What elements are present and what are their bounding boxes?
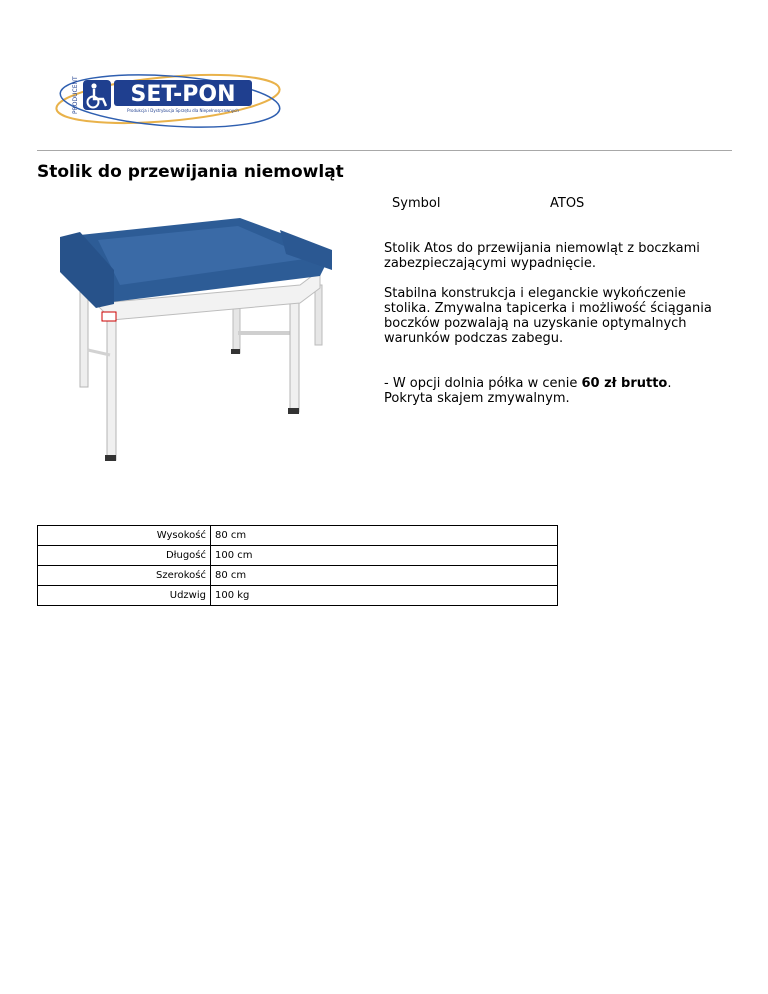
description-paragraph: Stabilna konstrukcja i eleganckie wykończenie stolika. Zmywalna tapicerka i możliwość ściągania boczków pozwalają na uzyskanie optymalnych warunków podczas zabegu.: [384, 286, 712, 346]
description-paragraph: Stolik Atos do przewijania niemowląt z boczkami zabezpieczającymi wypadnięcie.: [384, 241, 700, 271]
product-description: [384, 241, 714, 421]
logo-brand: SET-PON: [130, 82, 236, 107]
page-title: Stolik do przewijania niemowląt: [37, 162, 344, 182]
spec-value: 100 kg: [211, 586, 558, 606]
option-note-text: . Pokryta skajem zmywalnym.: [384, 376, 672, 406]
spec-label: Udzwig: [38, 586, 211, 606]
table-row: [38, 526, 558, 546]
spec-label: Długość: [38, 546, 211, 566]
wheelchair-icon: [83, 80, 111, 110]
spec-label: Wysokość: [38, 526, 211, 546]
spec-value: 100 cm: [211, 546, 558, 566]
spec-label: Szerokość: [38, 566, 211, 586]
table-row: [38, 566, 558, 586]
logo-tagline: Produkcja i Dystrybucja Sprzętu dla Niepełnosprawnych: [127, 108, 239, 113]
spec-value: 80 cm: [211, 566, 558, 586]
symbol-value: ATOS: [550, 196, 585, 211]
logo-side-text: PRODUCENT: [72, 76, 79, 114]
option-note: [384, 376, 714, 406]
spec-value: 80 cm: [211, 526, 558, 546]
table-row: [38, 546, 558, 566]
set-pon-logo: [50, 68, 282, 130]
option-price: 60 zł brutto: [581, 376, 668, 391]
option-note-text: - W opcji dolnia półka w cenie: [384, 376, 582, 391]
specs-table: [37, 525, 558, 606]
header-divider: [37, 150, 732, 151]
table-row: [38, 586, 558, 606]
symbol-label: Symbol: [392, 196, 441, 211]
product-image: [50, 210, 340, 468]
